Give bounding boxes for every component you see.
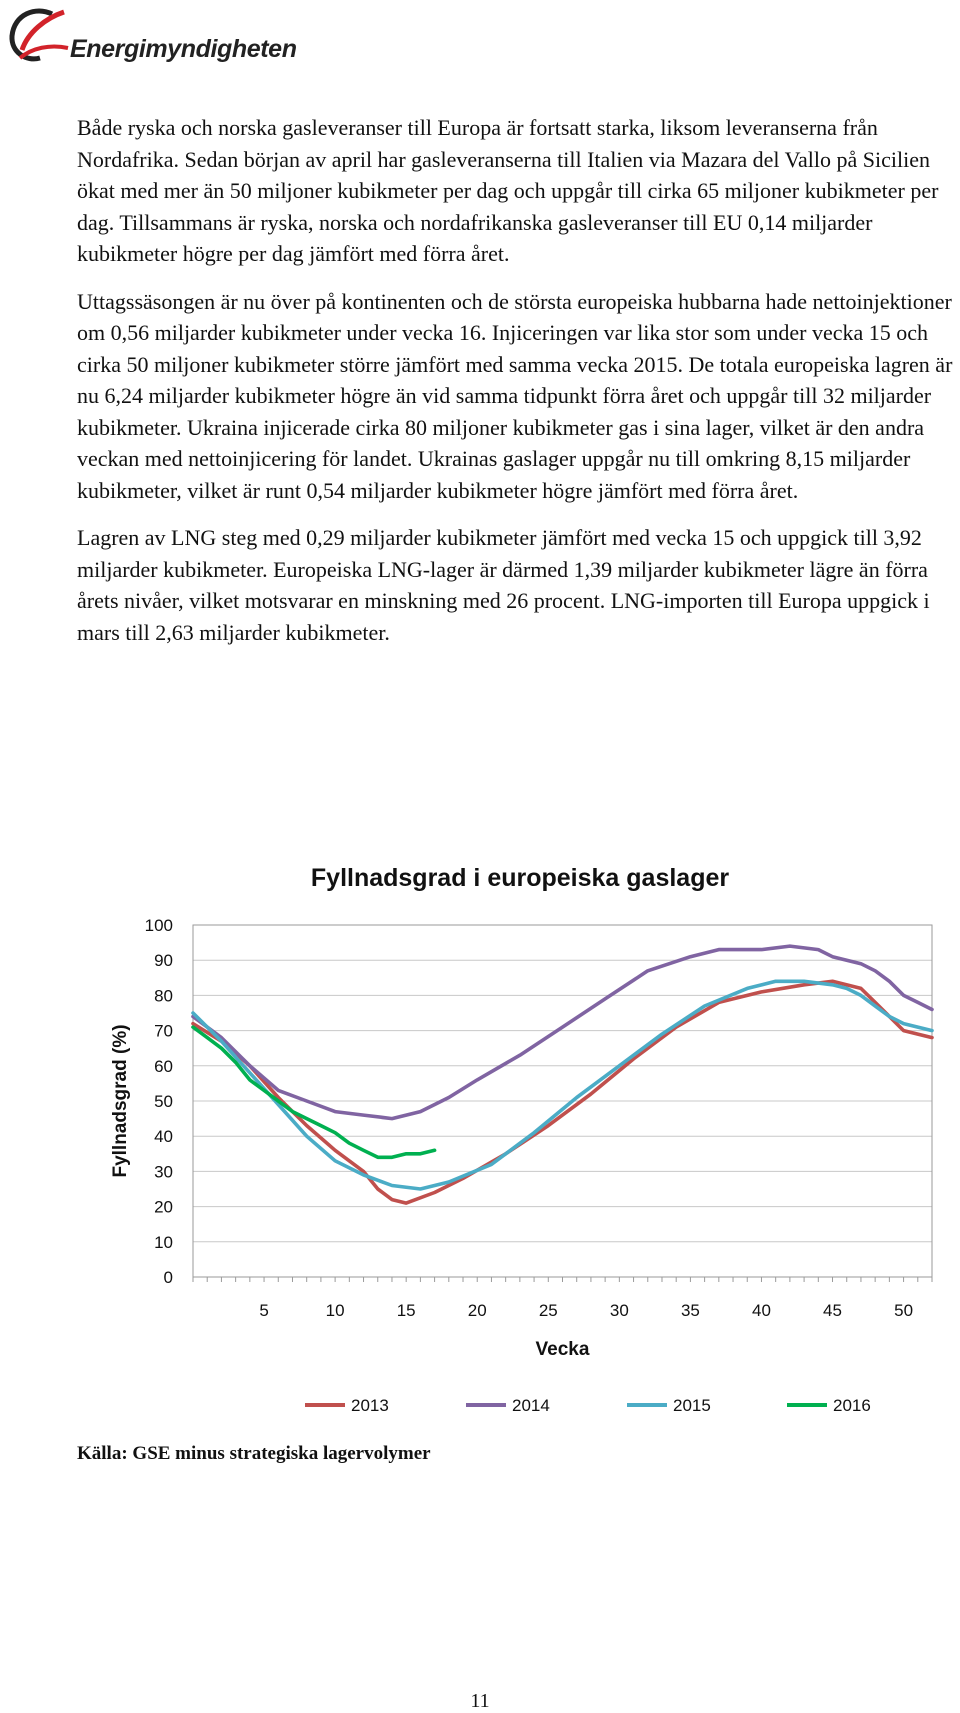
x-tick-label: 5	[259, 1301, 269, 1320]
series-line-2013	[193, 981, 932, 1203]
y-tick-label: 90	[154, 951, 173, 971]
x-axis-label: Vecka	[535, 1339, 590, 1360]
x-axis-ticks	[259, 1301, 913, 1320]
chart-series	[193, 946, 932, 1203]
page-number: 11	[470, 1690, 490, 1712]
x-tick-label: 25	[538, 1301, 558, 1320]
paragraph: Uttagssäsongen är nu över på kontinenten och de största europeiska hubbarna hade nettoinjektioner om 0,56 miljarder kubikmeter under vecka 16. Injiceringen var lika stor som under vecka 15 och cirka 50 miljoner kubikmeter större jämfört med samma vecka 2015. De totala europeiska lagren är nu 6,24 miljarder kubikmeter högre än vid samma tidpunkt förra året och uppgår till 32 miljarder kubikmeter. Ukraina injicerade cirka 80 miljoner kubikmeter gas i sina lager, vilket är den andra veckan med nettoinjicering för landet. Ukrainas gaslager uppgår nu till omkring 8,15 miljarder kubikmeter, vilket är runt 0,54 miljarder kubikmeter högre jämfört med förra året.	[77, 288, 953, 503]
y-axis-ticks	[145, 916, 173, 1287]
y-tick-label: 20	[154, 1197, 173, 1217]
chart-gridlines	[193, 925, 932, 1282]
y-tick-label: 40	[154, 1127, 173, 1147]
legend-label-2016: 2016	[833, 1396, 871, 1415]
y-tick-label: 60	[154, 1056, 173, 1076]
series-line-2014	[193, 946, 932, 1119]
source-note: Källa: GSE minus strategiska lagervolymer	[77, 1443, 431, 1464]
storage-fill-chart	[0, 840, 960, 1440]
x-tick-label: 35	[680, 1301, 700, 1320]
y-tick-label: 100	[144, 916, 173, 935]
x-tick-label: 50	[894, 1301, 914, 1320]
y-tick-label: 30	[154, 1162, 173, 1182]
y-tick-label: 50	[154, 1092, 173, 1111]
chart-title: Fyllnadsgrad i europeiska gaslager	[310, 864, 730, 892]
legend-label-2013: 2013	[351, 1396, 389, 1415]
legend-label-2015: 2015	[673, 1396, 711, 1415]
y-tick-label: 80	[154, 986, 173, 1006]
x-tick-label: 10	[325, 1301, 345, 1320]
chart-legend	[305, 1396, 871, 1415]
y-axis-label: Fyllnadsgrad (%)	[110, 1024, 131, 1178]
energimyndigheten-logo	[6, 4, 296, 68]
x-tick-label: 30	[609, 1301, 629, 1320]
energimyndigheten-logo-icon	[6, 4, 76, 68]
paragraph: Både ryska och norska gasleveranser till Europa är fortsatt starka, liksom leveranserna från Nordafrika. Sedan början av april har gasleveranserna till Italien via Mazara del Vallo på Sicilien ökat med mer än 50 miljoner kubikmeter per dag och uppgår till cirka 65 miljoner kubikmeter per dag. Tillsammans är ryska, norska och nordafrikanska gasleveranser till EU 0,14 miljarder kubikmeter högre per dag jämfört med förra året.	[77, 115, 939, 266]
paragraph: Lagren av LNG steg med 0,29 miljarder kubikmeter jämfört med vecka 15 och uppgick till 3,92 miljarder kubikmeter. Europeiska LNG-lager är därmed 1,39 miljarder kubikmeter lägre än förra årets nivåer, vilket motsvarar en minskning med 26 procent. LNG-importen till Europa uppgick i mars till 2,63 miljarder kubikmeter.	[77, 525, 930, 645]
logo-wordmark: Energimyndigheten	[70, 35, 297, 63]
y-tick-label: 0	[163, 1268, 173, 1287]
legend-label-2014: 2014	[512, 1396, 550, 1415]
series-line-2015	[193, 981, 932, 1189]
x-tick-label: 40	[752, 1301, 771, 1320]
body-text	[77, 112, 957, 664]
y-tick-label: 10	[154, 1232, 173, 1252]
x-tick-label: 20	[467, 1301, 487, 1320]
x-tick-label: 15	[396, 1301, 416, 1320]
y-tick-label: 70	[154, 1021, 173, 1041]
x-tick-label: 45	[823, 1301, 842, 1320]
